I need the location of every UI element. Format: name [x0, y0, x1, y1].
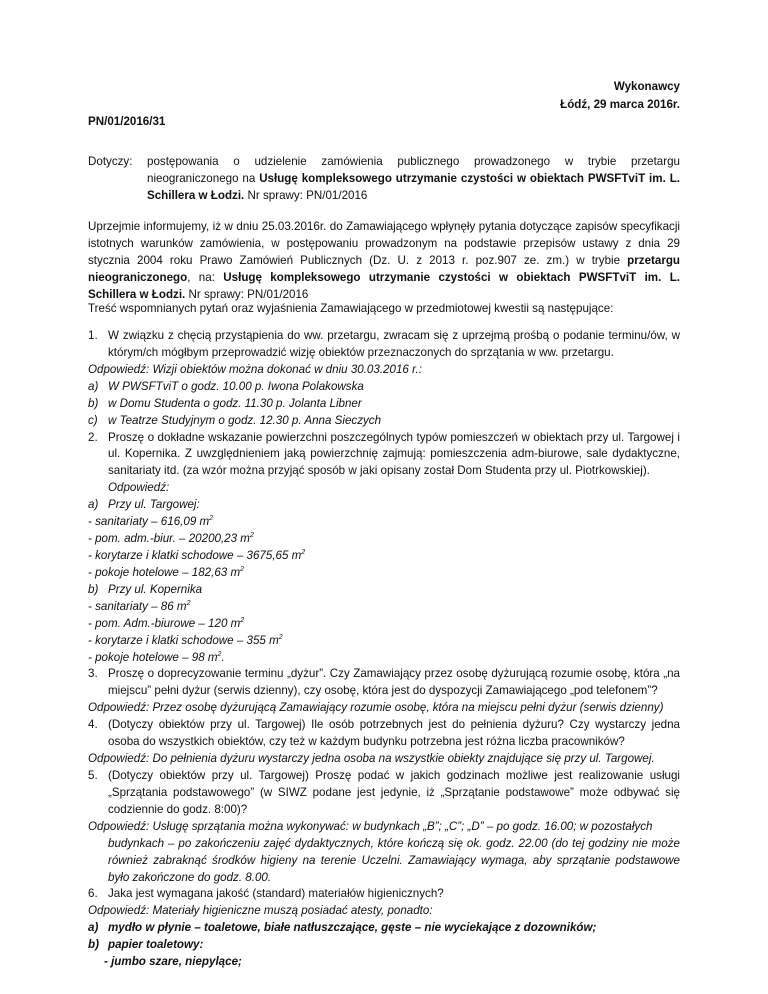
- item-text: w Teatrze Studyjnym o godz. 12.30 p. Anna Sieczych: [108, 413, 382, 427]
- superscript: 2: [249, 532, 254, 540]
- place-date: Łódź, 29 marca 2016r.: [560, 97, 680, 111]
- answer-4: Odpowiedź: Do pełnienia dyżuru wystarczy jedna osoba na wszystkie obiekty znajdujące się przy ul. Targowej.: [88, 752, 655, 766]
- question-5: [88, 768, 680, 819]
- answer-5-first-line: Odpowiedź: Usługę sprzątania można wykonywać: w budynkach „B”; „C”; „D” – po godz. 16.00; w pozostałych: [88, 819, 653, 833]
- intro-part3: Nr sprawy: PN/01/2016: [185, 287, 309, 301]
- item-text: mydło w płynie – toaletowe, białe natłuszczające, gęste – nie wyciekające z dozowników;: [108, 921, 597, 935]
- answer-6-sub: - jumbo szare, niepylące;: [104, 955, 242, 969]
- item-letter: a): [88, 498, 99, 512]
- area-line: [88, 650, 680, 667]
- answer-5: [88, 819, 680, 887]
- subject-text: [147, 154, 680, 205]
- lead-paragraph: Treść wspomnianych pytań oraz wyjaśnienia Zamawiającego w przedmiotowej kwestii są następujące:: [88, 302, 614, 315]
- area-text: - korytarze i klatki schodowe – 3675,65 m: [88, 548, 302, 562]
- subject-text-a: postępowania o udzielenie zamówienia publicznego prowadzonego w trybie przetargu nieograniczonego na: [147, 155, 680, 185]
- superscript: 2: [217, 650, 222, 658]
- area-line: [88, 599, 680, 616]
- reference-number: PN/01/2016/31: [88, 115, 166, 128]
- area-line: [88, 514, 680, 531]
- answer-1: Odpowiedź: Wizji obiektów można dokonać w dniu 30.03.2016 r.:: [88, 362, 422, 376]
- question-4: [88, 717, 680, 751]
- question-text: (Dotyczy obiektów przy ul. Targowej) Proszę podać w jakich godzinach możliwe jest realizowanie usługi „Sprzątania podstawowego” (w SIWZ podane jest jedynie, iż „Sprzątanie podstawowe” może odbywać się codziennie do godz. 8:00)?: [108, 768, 680, 816]
- answer-5-rest: budynkach – po zakończeniu zajęć dydaktycznych, które kończą się ok. godz. 22.00 (do tej godziny nie może również zabraknąć środków higieny na terenie Uczelni. Zamawiający wymaga, aby sprzątanie podstawowe było zakończone do godz. 8.00.: [108, 836, 680, 884]
- item-letter: a): [88, 921, 99, 935]
- question-text: W związku z chęcią przystąpienia do ww. przetargu, zwracam się z uprzejmą prośbą o podanie terminu/ów, w którym/ch mógłbym przeprowadzić wizję obiektów przeznaczonych do sprzątania w ww. przetargu.: [108, 329, 680, 359]
- question-6: [88, 886, 680, 903]
- subject-text-bold: Usługę kompleksowego utrzymanie czystości w obiektach PWSFTviT im. L. Schillera w Łodzi.: [147, 171, 680, 202]
- answer-6-item-a: [88, 920, 680, 937]
- area-text: - pom. Adm.-biurowe – 120 m: [88, 616, 241, 630]
- intro-bold1: przetargu nieograniczonego: [88, 253, 680, 284]
- area-text: - sanitariaty – 616,09 m: [88, 515, 210, 529]
- area-text: - pom. adm.-biur. – 20200,23 m: [88, 532, 250, 546]
- answer-1-item-c: [88, 413, 680, 430]
- area-line: [88, 633, 680, 650]
- superscript: 2: [209, 515, 214, 523]
- answer-2-label: Odpowiedź:: [108, 481, 170, 495]
- question-number: 4.: [88, 718, 98, 732]
- question-3: [88, 666, 680, 700]
- intro-part1: Uprzejmie informujemy, iż w dniu 25.03.2016r. do Zamawiającego wpłynęły pytania dotyczące zapisów specyfikacji istotnych warunków zamówienia, w postępowaniu prowadzonym na podstawie przepisów ustawy z dnia 29 stycznia 2004 roku Prawo Zamówień Publicznych (Dz. U. z 2013 r. poz.907 ze. zm.) w trybie: [88, 220, 680, 267]
- area-text: - pokoje hotelowe – 98 m: [88, 650, 218, 664]
- question-2: [88, 430, 680, 481]
- superscript: 2: [301, 549, 306, 557]
- area-text: - sanitariaty – 86 m: [88, 599, 187, 613]
- answer-3: Odpowiedź: Przez osobę dyżurującą Zamawiający rozumie osobę, która na miejscu pełni dyżur (serwis dzienny): [88, 701, 664, 715]
- item-letter: b): [88, 938, 99, 952]
- period: .: [221, 650, 225, 664]
- question-text: (Dotyczy obiektów przy ul. Targowej) Ile osób potrzebnych jest do pełnienia dyżuru? Czy wystarczy jedna osoba do wszystkich obiektów, czy też w każdym budynku potrzebna jest różna liczba pracowników?: [108, 718, 680, 749]
- superscript: 2: [186, 599, 191, 607]
- question-1: [88, 328, 680, 362]
- item-letter: b): [88, 582, 99, 596]
- item-text: w Domu Studenta o godz. 11.30 p. Jolanta Libner: [108, 396, 362, 410]
- intro-part2: , na:: [187, 270, 224, 284]
- superscript: 2: [240, 616, 245, 624]
- question-number: 6.: [88, 887, 98, 901]
- area-text: - korytarze i klatki schodowe – 355 m: [88, 633, 279, 647]
- letter-header: [88, 78, 680, 114]
- subject-text-b: Nr sprawy: PN/01/2016: [244, 188, 368, 202]
- subject-block: [88, 154, 680, 205]
- item-text: Przy ul. Kopernika: [108, 582, 203, 596]
- item-text: papier toaletowy:: [108, 938, 204, 952]
- area-line: [88, 565, 680, 582]
- area-line: [88, 616, 680, 633]
- answer-1-item-b: [88, 396, 680, 413]
- area-line: [88, 548, 680, 565]
- item-letter: a): [88, 379, 99, 393]
- area-text: - pokoje hotelowe – 182,63 m: [88, 565, 241, 579]
- answer-6-item-b: [88, 937, 680, 954]
- intro-paragraph: [88, 219, 680, 304]
- item-text: Przy ul. Targowej:: [108, 498, 200, 512]
- item-text: W PWSFTviT o godz. 10.00 p. Iwona Polakowska: [108, 379, 364, 393]
- answer-2-group-b: [88, 582, 680, 599]
- question-number: 3.: [88, 667, 98, 681]
- superscript: 2: [278, 633, 283, 641]
- item-letter: c): [88, 413, 98, 427]
- question-number: 1.: [88, 329, 98, 342]
- questions-list: [88, 328, 680, 971]
- item-letter: b): [88, 396, 99, 410]
- recipient: Wykonawcy: [613, 80, 680, 93]
- question-text: Proszę o doprecyzowanie terminu „dyżur”. Czy Zamawiający przez osobę dyżurującą rozumie osobę, która „na miejscu” pełni dyżur (serwis dzienny), czy osobę, która jest do dyspozycji Zamawiającego „pod telefonem”?: [108, 667, 680, 698]
- question-text: Proszę o dokładne wskazanie powierzchni poszczególnych typów pomieszczeń w obiektach przy ul. Targowej i ul. Kopernika. Z uwzględnieniem jaką powierzchnię zajmują: pomieszczenia adm-biurowe, sale dydaktyczne, sanitariaty itd. (za wzór można przyjąć sposób w jaki opisany został Dom Studenta przy ul. Piotrkowskiej).: [108, 430, 680, 478]
- intro-bold2: Usługę kompleksowego utrzymanie czystości w obiektach PWSFTviT im. L. Schillera w Łodzi.: [88, 270, 680, 301]
- subject-label: Dotyczy:: [88, 155, 133, 168]
- question-text: Jaka jest wymagana jakość (standard) materiałów higienicznych?: [108, 887, 444, 901]
- area-line: [88, 531, 680, 548]
- question-number: 5.: [88, 768, 98, 782]
- superscript: 2: [240, 566, 245, 574]
- answer-2-group-a: [88, 497, 680, 514]
- answer-1-item-a: [88, 379, 680, 396]
- answer-6: Odpowiedź: Materiały higieniczne muszą posiadać atesty, ponadto:: [88, 904, 433, 918]
- question-number: 2.: [88, 430, 98, 444]
